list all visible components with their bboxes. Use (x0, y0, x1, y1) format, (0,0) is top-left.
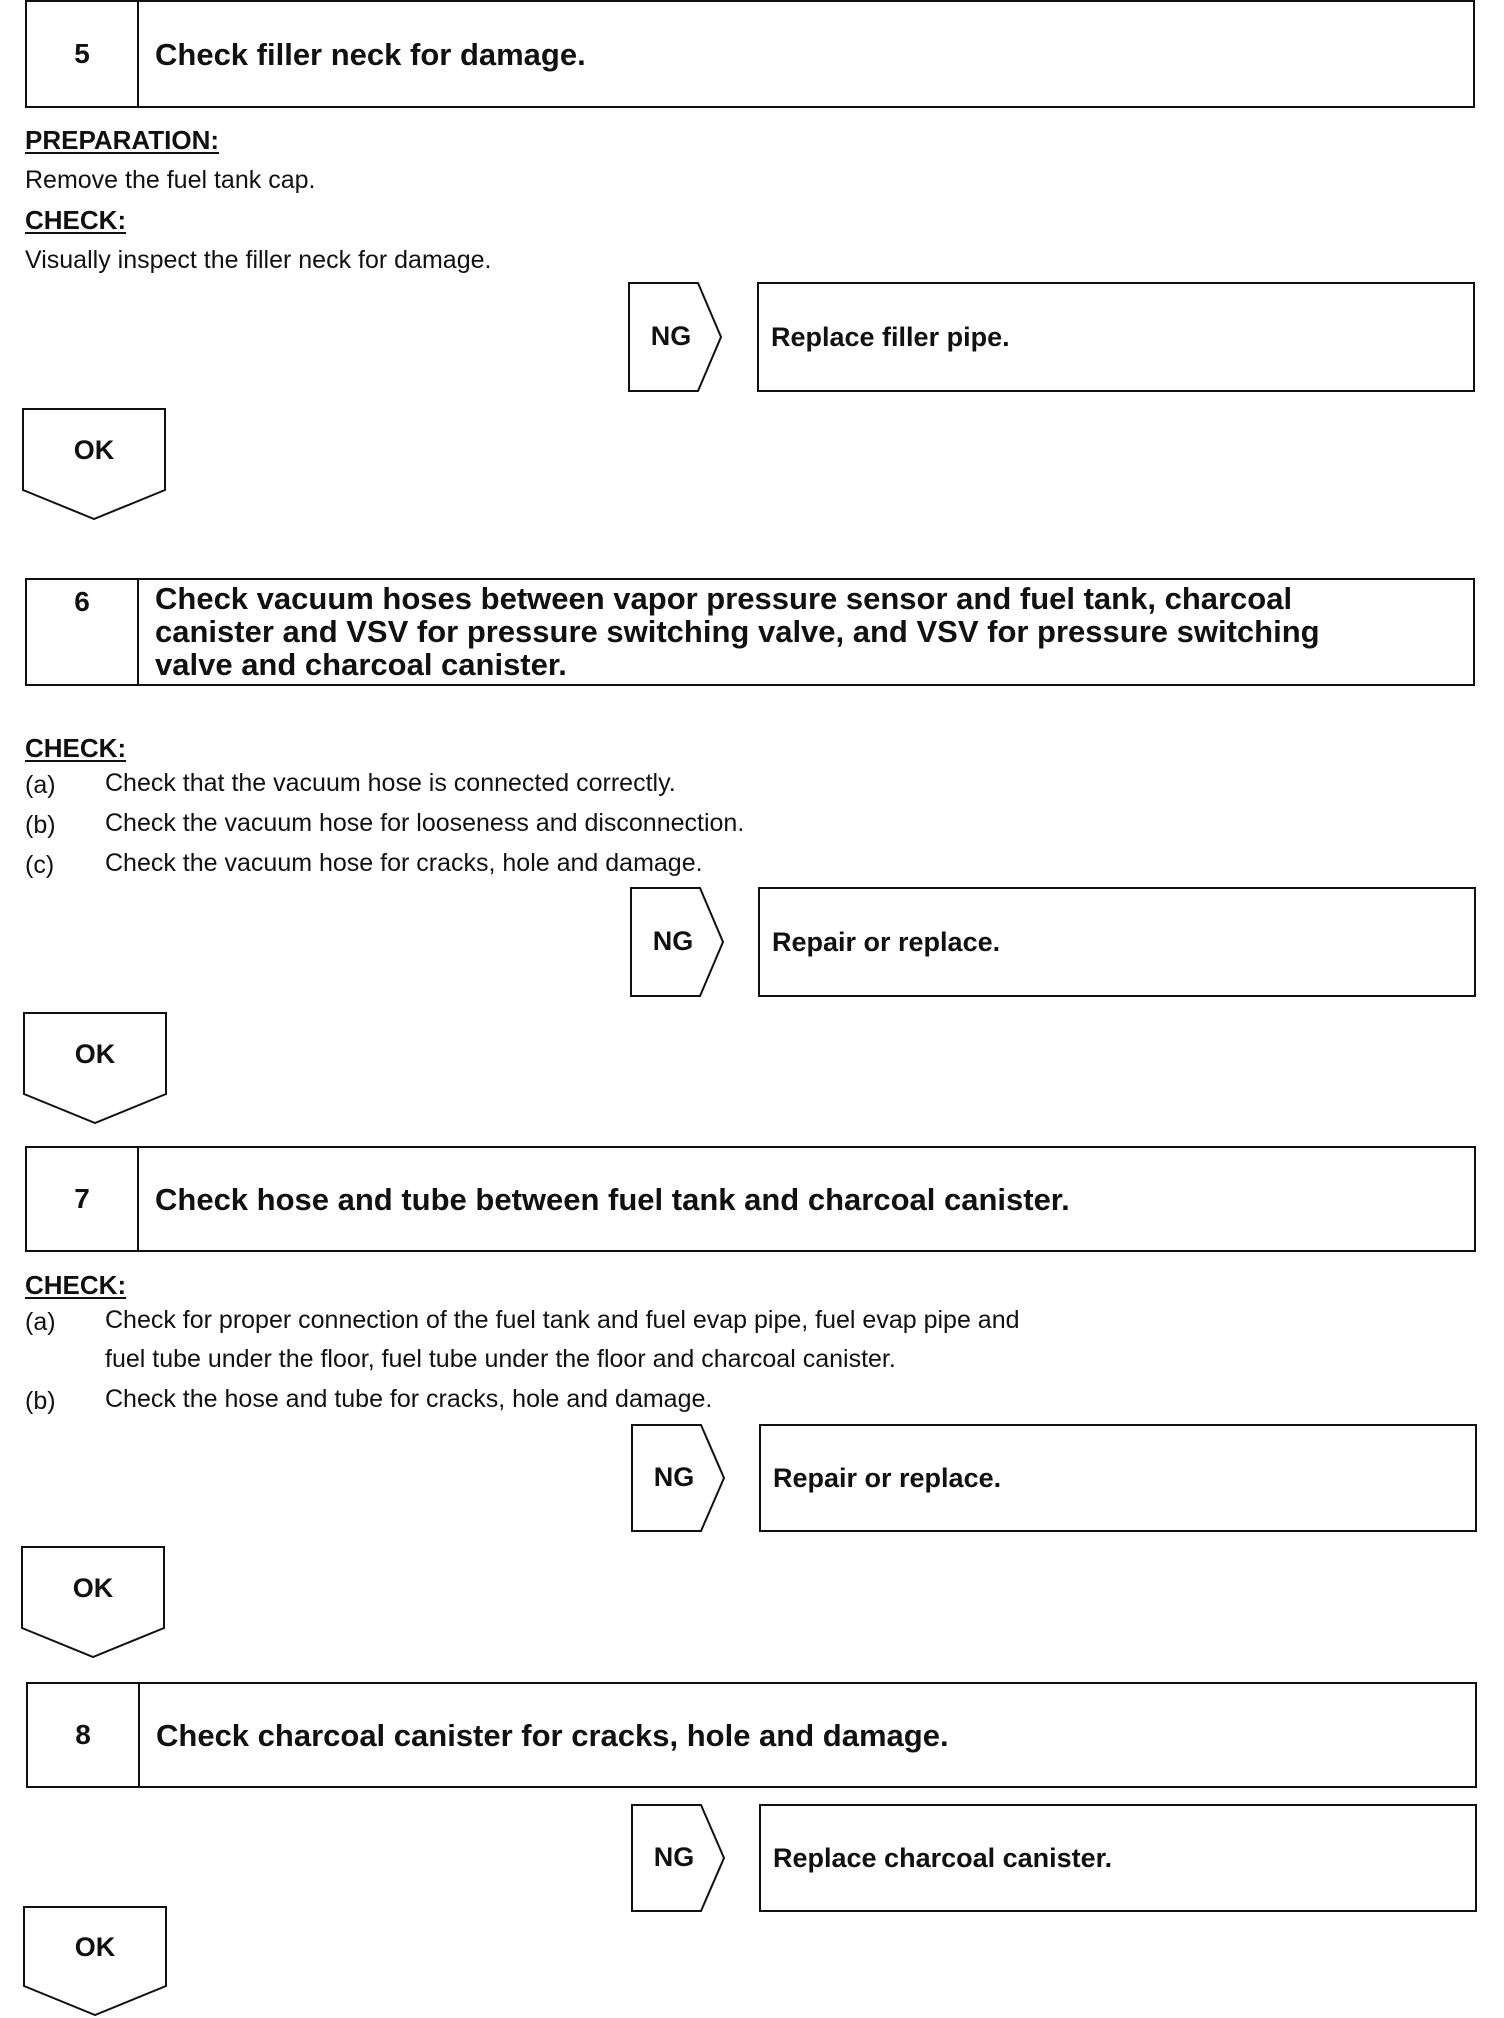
list-item-text: Check the vacuum hose for cracks, hole and damage. (105, 849, 703, 877)
ng-result-box: Repair or replace. (758, 887, 1476, 997)
step-5-header (25, 0, 1475, 108)
ng-result-box: Repair or replace. (759, 1424, 1477, 1532)
list-item-text: Check that the vacuum hose is connected correctly. (105, 769, 676, 797)
step-number: 5 (27, 2, 139, 106)
ok-label: OK (72, 1573, 114, 1603)
list-item-letter: (c) (25, 851, 55, 879)
ng-label: NG (652, 926, 694, 956)
list-item-text: Check the hose and tube for cracks, hole and damage. (105, 1385, 713, 1413)
step-title (155, 580, 1461, 684)
ng-label: NG (653, 1842, 695, 1872)
step-8-header (26, 1682, 1477, 1788)
check-label: CHECK: (25, 733, 127, 763)
list-item-letter: (a) (25, 771, 56, 799)
step-number: 8 (28, 1684, 140, 1786)
list-item-letter: (b) (25, 811, 56, 839)
ok-label: OK (74, 1932, 116, 1962)
preparation-text: Remove the fuel tank cap. (25, 166, 316, 194)
step-7-header (25, 1146, 1476, 1252)
list-item-letter: (b) (25, 1387, 56, 1415)
list-item-text (105, 1301, 1020, 1379)
step-number (27, 580, 139, 684)
step-title: Check hose and tube between fuel tank and charcoal canister. (155, 1181, 1070, 1217)
step-number-text: 6 (74, 586, 90, 617)
ok-label: OK (73, 435, 115, 465)
ng-label: NG (650, 321, 692, 351)
list-item-letter: (a) (25, 1308, 56, 1336)
ng-result-box: Replace charcoal canister. (759, 1804, 1477, 1912)
check-label: CHECK: (25, 1270, 127, 1300)
ok-label: OK (74, 1039, 116, 1069)
list-item-line: Check for proper connection of the fuel tank and fuel evap pipe, fuel evap pipe and (105, 1306, 1020, 1334)
step-title-line: Check vacuum hoses between vapor pressure sensor and fuel tank, charcoal (155, 581, 1293, 616)
check-label: CHECK: (25, 205, 127, 235)
step-title: Check filler neck for damage. (155, 36, 586, 72)
list-item-line: fuel tube under the floor, fuel tube under the floor and charcoal canister. (105, 1345, 896, 1373)
step-number: 7 (27, 1148, 139, 1250)
step-title-line: valve and charcoal canister. (155, 647, 567, 682)
step-title-line: canister and VSV for pressure switching valve, and VSV for pressure switching (155, 614, 1320, 649)
step-6-header (25, 578, 1475, 686)
list-item-text: Check the vacuum hose for looseness and disconnection. (105, 809, 745, 837)
ng-label: NG (653, 1462, 695, 1492)
check-text: Visually inspect the filler neck for damage. (25, 246, 492, 274)
preparation-label: PREPARATION: (25, 125, 220, 155)
ng-result-box: Replace filler pipe. (757, 282, 1475, 392)
step-title: Check charcoal canister for cracks, hole and damage. (156, 1717, 949, 1753)
